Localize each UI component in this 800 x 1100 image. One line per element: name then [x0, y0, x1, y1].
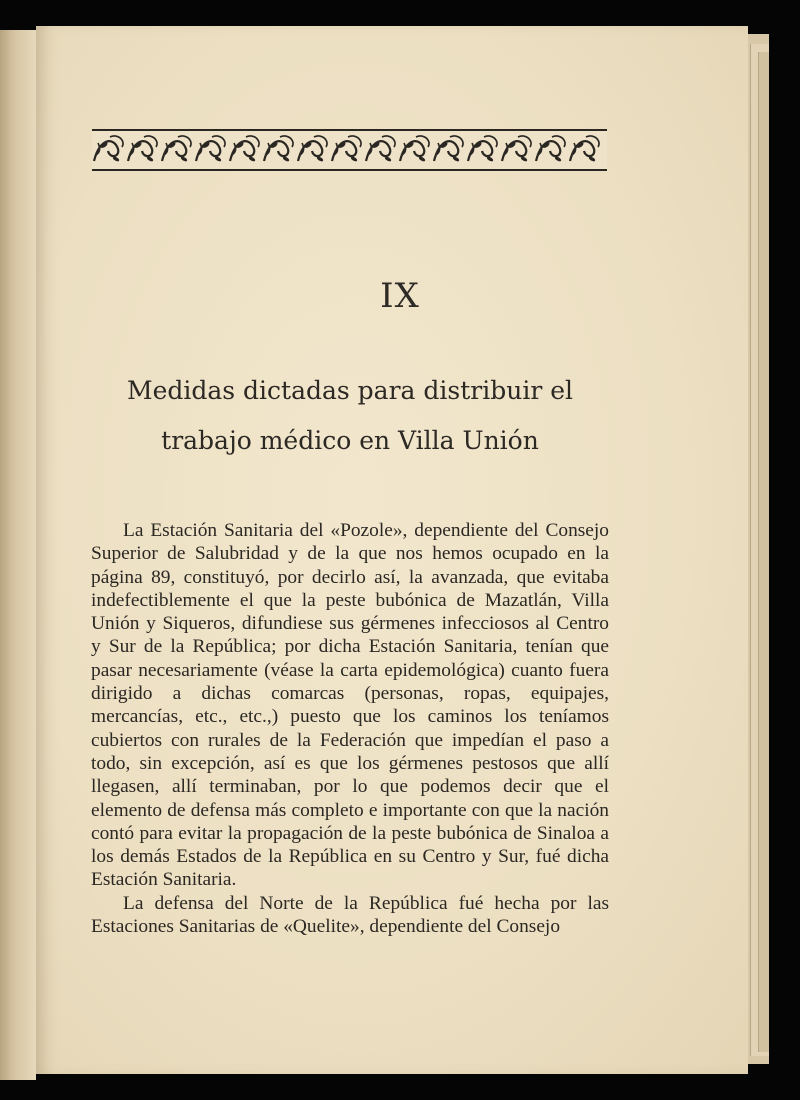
paragraph: La defensa del Norte de la República fué hecha por las Estaciones Sanitarias de «Quelite», dependiente del Consejo	[91, 892, 609, 938]
ornament-pattern	[92, 131, 603, 169]
ornament-scroll-motif	[570, 136, 599, 162]
ornament-scroll-motif	[536, 136, 565, 162]
ornament-scroll-motif	[196, 136, 225, 162]
floral-ornament-icon	[92, 129, 607, 171]
facing-page-edge	[0, 30, 36, 1080]
chapter-title-line: trabajo médico en Villa Unión	[161, 426, 539, 455]
ornament-scroll-motif	[434, 136, 463, 162]
ornament-scroll-motif	[400, 136, 429, 162]
ornament-scroll-motif	[128, 136, 157, 162]
ornament-scroll-motif	[230, 136, 259, 162]
ornament-scroll-motif	[332, 136, 361, 162]
ornament-scroll-motif	[162, 136, 191, 162]
chapter-title-line: Medidas dictadas para distribuir el	[126, 376, 574, 405]
ornament-scroll-motif	[94, 136, 123, 162]
page-stack-edge	[758, 52, 769, 1052]
body-text	[91, 519, 609, 938]
ornament-scroll-motif	[366, 136, 395, 162]
ornament-scroll-motif	[298, 136, 327, 162]
ornament-scroll-motif	[468, 136, 497, 162]
ornament-scroll-motif	[264, 136, 293, 162]
paragraph: La Estación Sanitaria del «Pozole», dependiente del Consejo Superior de Salubridad y de la que nos hemos ocupado en la página 89, constituyó, por decirlo así, la avanzada, que evitaba indefectiblemente el que la peste bubónica de Mazatlán, Villa Unión y Siqueros, difundiese sus gérmenes infecciosos al Centro y Sur de la República; por dicha Estación Sanitaria, tenían que pasar necesariamente (véase la carta epidemológica) cuanto fuera dirigido a dichas comarcas (personas, ropas, equipajes, mercancías, etc., etc.,) puesto que los caminos los teníamos cubiertos con rurales de la Federación que impedían el paso a todo, sin excepción, así es que los gérmenes pestosos que allí llegasen, allí terminaban, por lo que podemos decir que el elemento de defensa más completo e importante con que la nación contó para evitar la propagación de la peste bubónica de Sinaloa a los demás Estados de la República en su Centro y Sur, fué dicha Estación Sanitaria.	[91, 520, 609, 891]
ornament-scroll-motif	[502, 136, 531, 162]
chapter-title	[90, 366, 610, 466]
chapter-number: IX	[380, 276, 420, 316]
